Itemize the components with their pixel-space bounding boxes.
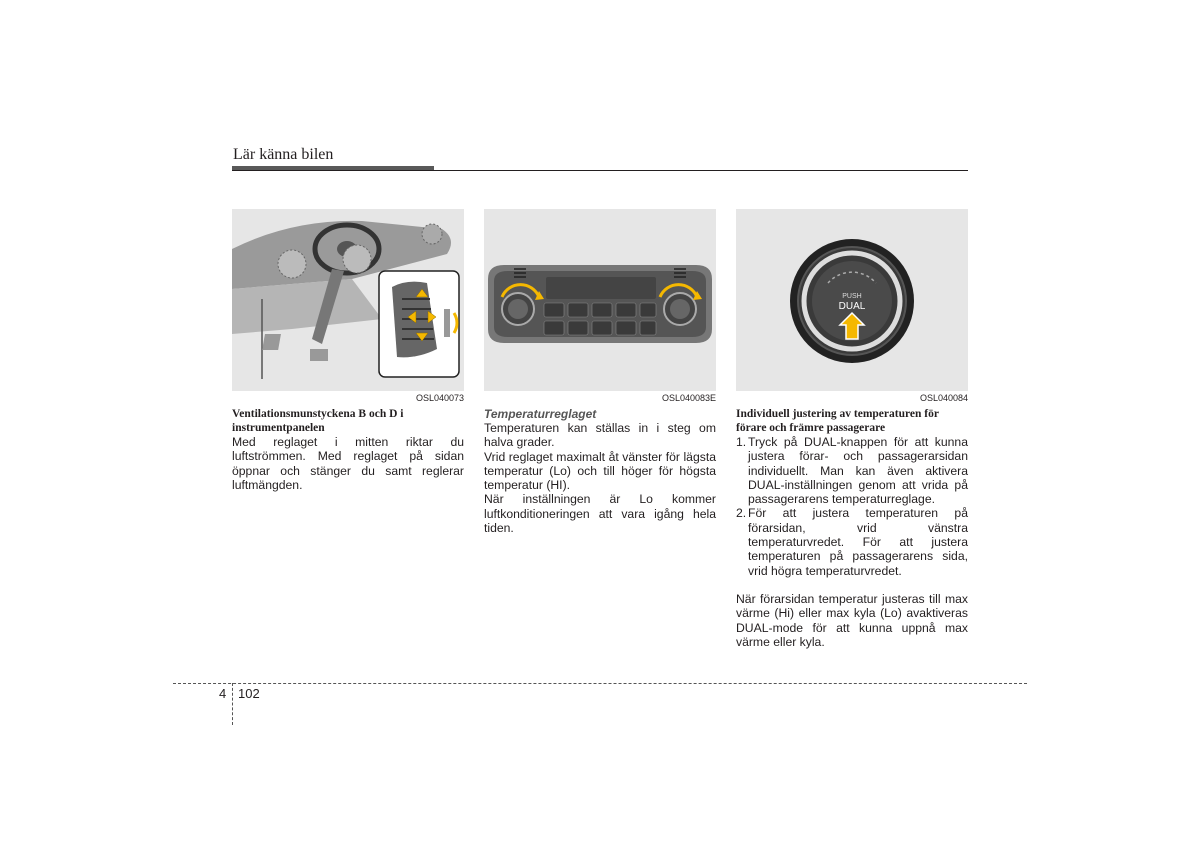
section-caption: Individuell justering av temperaturen för förare och främre passagerare (736, 408, 939, 434)
header-rule-thin (232, 170, 968, 171)
list-item-number: 2. (736, 506, 747, 521)
knob-dual-label: DUAL (838, 301, 866, 312)
body-paragraph: Vrid reglaget maximalt åt vänster för lägsta temperatur (Lo) och till höger för högsta temperatur (HI). (484, 449, 716, 493)
page-number: 102 (238, 686, 260, 701)
section-caption: Temperaturreglaget (484, 407, 597, 421)
figure-code: OSL040083E (661, 393, 716, 403)
list-item-text: Tryck på DUAL-knappen för att kunna justera förar- och passagerarsidan individuellt. Man kan även aktivera DUAL-inställningen genom att vrida på passagerarens temperaturreglage. (748, 435, 968, 507)
list-item-number: 1. (736, 435, 747, 449)
instruction-list (736, 435, 968, 578)
dashboard-illustration (232, 209, 464, 391)
figure-dual-knob (736, 209, 968, 391)
figure-code: OSL040073 (415, 393, 464, 403)
body-paragraph: När inställningen är Lo kommer luftkonditioneringen att vara igång hela tiden. (484, 492, 716, 536)
chapter-number: 4 (219, 686, 227, 701)
column-middle (484, 209, 716, 535)
figure-climate-control (484, 209, 716, 391)
figure-code: OSL040084 (919, 393, 968, 403)
list-item (736, 506, 968, 577)
figure-dashboard-vents (232, 209, 464, 391)
column-right (736, 209, 968, 649)
section-caption: Ventilationsmunstyckena B och D i instrumentpanelen (232, 408, 404, 434)
body-paragraph: Med reglaget i mitten riktar du luftströmmen. Med reglaget på sidan öppnar och stänger du samt reglerar luftmängden. (232, 435, 464, 492)
dual-knob-illustration (736, 209, 968, 391)
climate-control-illustration (484, 209, 716, 391)
list-item (736, 435, 968, 506)
footer-divider (232, 683, 233, 725)
body-paragraph: När förarsidan temperatur justeras till max värme (Hi) eller max kyla (Lo) avaktiveras DUAL-mode för att kunna uppnå max värme eller kyla. (736, 591, 968, 649)
body-paragraph: Temperaturen kan ställas in i steg om halva grader. (484, 421, 716, 450)
footer-rule (173, 683, 1027, 684)
column-left (232, 209, 464, 492)
knob-push-label: PUSH (842, 293, 862, 300)
list-item-text: För att justera temperaturen på förarsidan, vrid vänstra temperaturvredet. För att justera temperaturen på passagerarens sida, vrid högra temperaturvredet. (748, 506, 968, 578)
page-header-title: Lär känna bilen (233, 146, 334, 163)
